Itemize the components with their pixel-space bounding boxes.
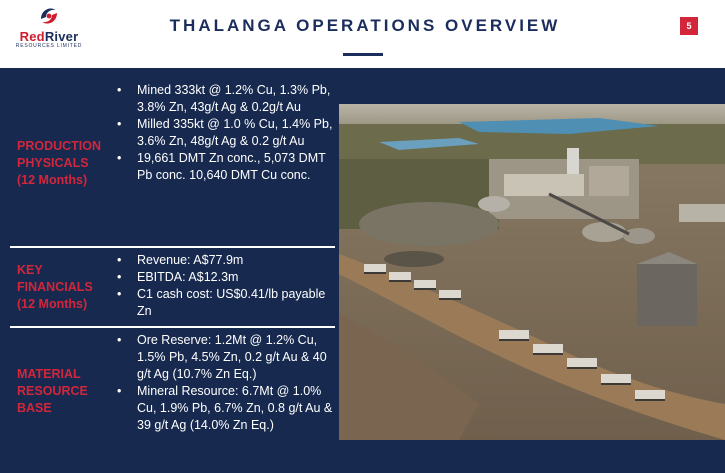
logo-swirl-icon	[38, 5, 60, 27]
bullet-item: • Ore Reserve: 1.2Mt @ 1.2% Cu, 1.5% Pb, 4.5% Zn, 0.2 g/t Au & 40 g/t Ag (10.7% Zn Eq.)	[113, 332, 335, 383]
aerial-mine-photo	[339, 104, 725, 440]
bullet-item: • Mined 333kt @ 1.2% Cu, 1.3% Pb, 3.8% Zn, 43g/t Ag & 0.2g/t Au	[113, 82, 335, 116]
redriver-logo	[14, 5, 84, 49]
bullet-item: • Milled 335kt @ 1.0 % Cu, 1.4% Pb, 3.6% Zn, 48g/t Ag & 0.2 g/t Au	[113, 116, 335, 150]
logo-tagline: RESOURCES LIMITED	[15, 43, 83, 49]
bullet-item: • 19,661 DMT Zn conc., 5,073 DMT Pb conc. 10,640 DMT Cu conc.	[113, 150, 335, 184]
section-divider	[10, 326, 335, 328]
label-line: PHYSICALS	[17, 156, 89, 170]
label-line: FINANCIALS	[17, 280, 93, 294]
page-title: THALANGA OPERATIONS OVERVIEW	[169, 16, 561, 35]
logo-wordmark	[14, 29, 84, 44]
slide-header	[0, 0, 725, 68]
financials-bullets	[113, 252, 335, 320]
production-bullets	[113, 82, 335, 184]
bullet-item: • Revenue: A$77.9m	[113, 252, 335, 269]
label-line: KEY	[17, 263, 43, 277]
title-underline	[343, 53, 383, 56]
section-label-production	[17, 138, 112, 189]
bullet-item: • C1 cash cost: US$0.41/lb payable Zn	[113, 286, 335, 320]
logo-word-red: Red	[19, 29, 45, 44]
overview-text-column	[0, 68, 340, 473]
label-line: RESOURCE	[17, 384, 88, 398]
mine-illustration	[339, 104, 725, 440]
label-line: BASE	[17, 401, 52, 415]
label-line: (12 Months)	[17, 297, 88, 311]
logo-word-blue: River	[44, 29, 79, 44]
label-line: (12 Months)	[17, 173, 88, 187]
section-label-resource	[17, 366, 112, 417]
resource-bullets	[113, 332, 335, 434]
label-line: PRODUCTION	[17, 139, 102, 153]
label-line: MATERIAL	[17, 367, 81, 381]
section-divider	[10, 246, 335, 248]
bullet-item: • Mineral Resource: 6.7Mt @ 1.0% Cu, 1.9% Pb, 6.7% Zn, 0.8 g/t Au & 39 g/t Ag (14.0% Zn Eq.)	[113, 383, 335, 434]
page-number-badge: 5	[680, 17, 698, 35]
section-label-financials	[17, 262, 112, 313]
bullet-item: • EBITDA: A$12.3m	[113, 269, 335, 286]
